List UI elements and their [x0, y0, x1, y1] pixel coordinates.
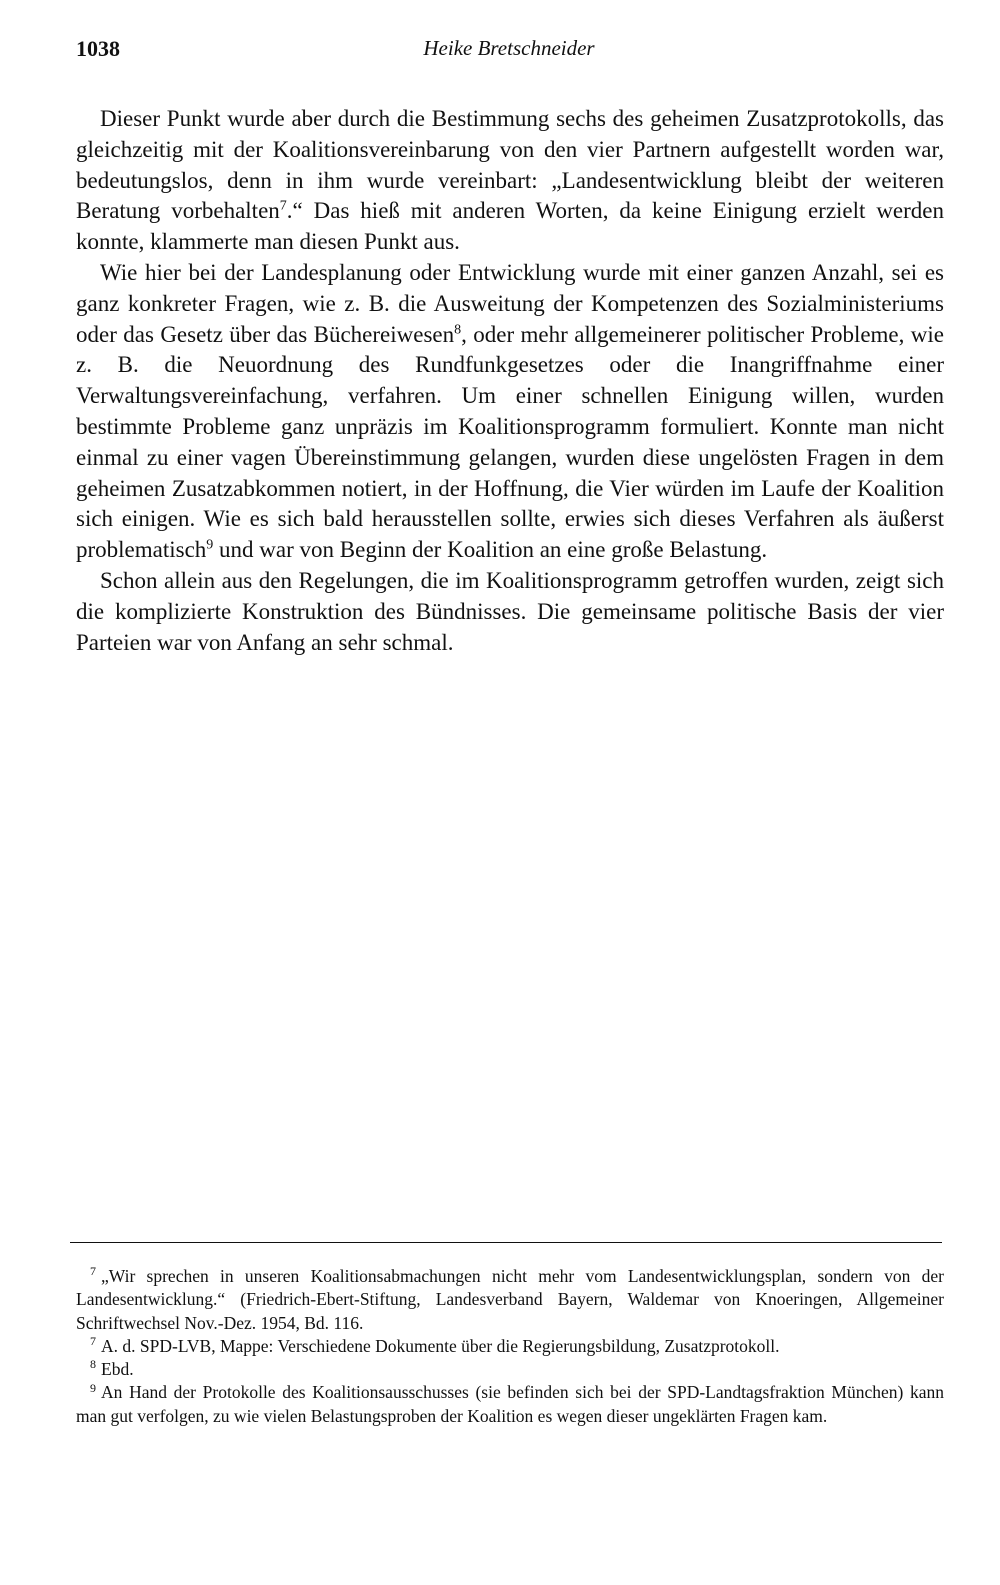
- footnote-text: A. d. SPD-LVB, Mappe: Verschiedene Dokumente über die Regierungsbildung, Zusatzprotokoll.: [101, 1335, 780, 1356]
- footnote-mark: 9: [90, 1380, 96, 1395]
- paragraph-1: [76, 104, 944, 258]
- footnote-text: An Hand der Protokolle des Koalitionsausschusses (sie befinden sich bei der SPD-Landtagsfraktion München) kann man gut verfolgen, zu wie vielen Belastungsproben der Koalition es wegen dieser ungeklärten Fragen kam.: [76, 1382, 944, 1426]
- page-number: 1038: [76, 36, 120, 61]
- footnote: [76, 1335, 944, 1358]
- paragraph-2-text-b: , oder mehr allgemeinerer politischer Probleme, wie z. B. die Neuordnung des Rundfunkgesetzes oder die Inangriffnahme einer Verwaltungsvereinfachung, verfahren. Um einer schnellen Einigung willen, wurden bestimmte Probleme ganz unpräzis im Koalitionsprogramm formuliert. Konnte man nicht einmal zu einer vagen Übereinstimmung gelangen, wurden diese ungelösten Fragen in dem geheimen Zusatzabkommen notiert, in der Hoffnung, die Vier würden im Laufe der Koalition sich einigen. Wie es sich bald herausstellen sollte, erwies sich dieses Verfahren als äußerst problematisch: [76, 321, 945, 563]
- paragraph-1-text-b: .“ Das hieß mit anderen Worten, da keine Einigung erzielt werden konnte, klammerte man diesen Punkt aus.: [76, 198, 944, 255]
- running-head: Heike Bretschneider: [423, 36, 595, 60]
- footnote-text: Ebd.: [101, 1359, 134, 1380]
- page-header: [76, 36, 942, 70]
- footnote: [76, 1265, 944, 1335]
- footnote-text: „Wir sprechen in unseren Koalitionsabmachungen nicht mehr vom Landesentwicklungsplan, sondern von der Landesentwicklung.“ (Friedrich-Ebert-Stiftung, Landesverband Bayern, Waldemar von Knoeringen, Allgemeiner Schriftwechsel Nov.-Dez. 1954, Bd. 116.: [76, 1266, 944, 1333]
- footnote: [76, 1358, 944, 1381]
- paragraph-3: Schon allein aus den Regelungen, die im Koalitionsprogramm getroffen wurden, zeigt sich die komplizierte Konstruktion des Bündnisses. Die gemeinsame politische Basis der vier Parteien war von Anfang an sehr schmal.: [76, 567, 944, 655]
- footnote-divider: [70, 1242, 942, 1243]
- paragraph-1-text-a: Dieser Punkt wurde aber durch die Bestimmung sechs des geheimen Zusatzprotokolls, das gleichzeitig mit der Koalitionsvereinbarung von den vier Partnern aufgestellt worden war, bedeutungslos, denn in ihm wurde vereinbart: „Landesentwicklung bleibt der weiteren Beratung vorbehalten: [76, 106, 944, 224]
- footnote-ref-8: 8: [454, 321, 462, 337]
- body-text: [76, 104, 944, 658]
- footnote: [76, 1381, 944, 1428]
- footnotes: [76, 1265, 944, 1428]
- footnote-mark: 7: [90, 1334, 96, 1349]
- footnote-ref-7: 7: [279, 198, 287, 214]
- footnote-mark: 7: [90, 1264, 96, 1279]
- footnote-mark: 8: [90, 1357, 96, 1372]
- paragraph-2-text-c: und war von Beginn der Koalition an eine große Belastung.: [213, 537, 768, 563]
- paragraph-2-text-a: Wie hier bei der Landesplanung oder Entwicklung wurde mit einer ganzen Anzahl, sei es ganz konkreter Fragen, wie z. B. die Ausweitung der Kompetenzen des Sozialministeriums oder das Gesetz über das Büchereiwesen: [76, 259, 944, 347]
- footnote-ref-9: 9: [206, 537, 214, 553]
- paragraph-2: [76, 258, 944, 566]
